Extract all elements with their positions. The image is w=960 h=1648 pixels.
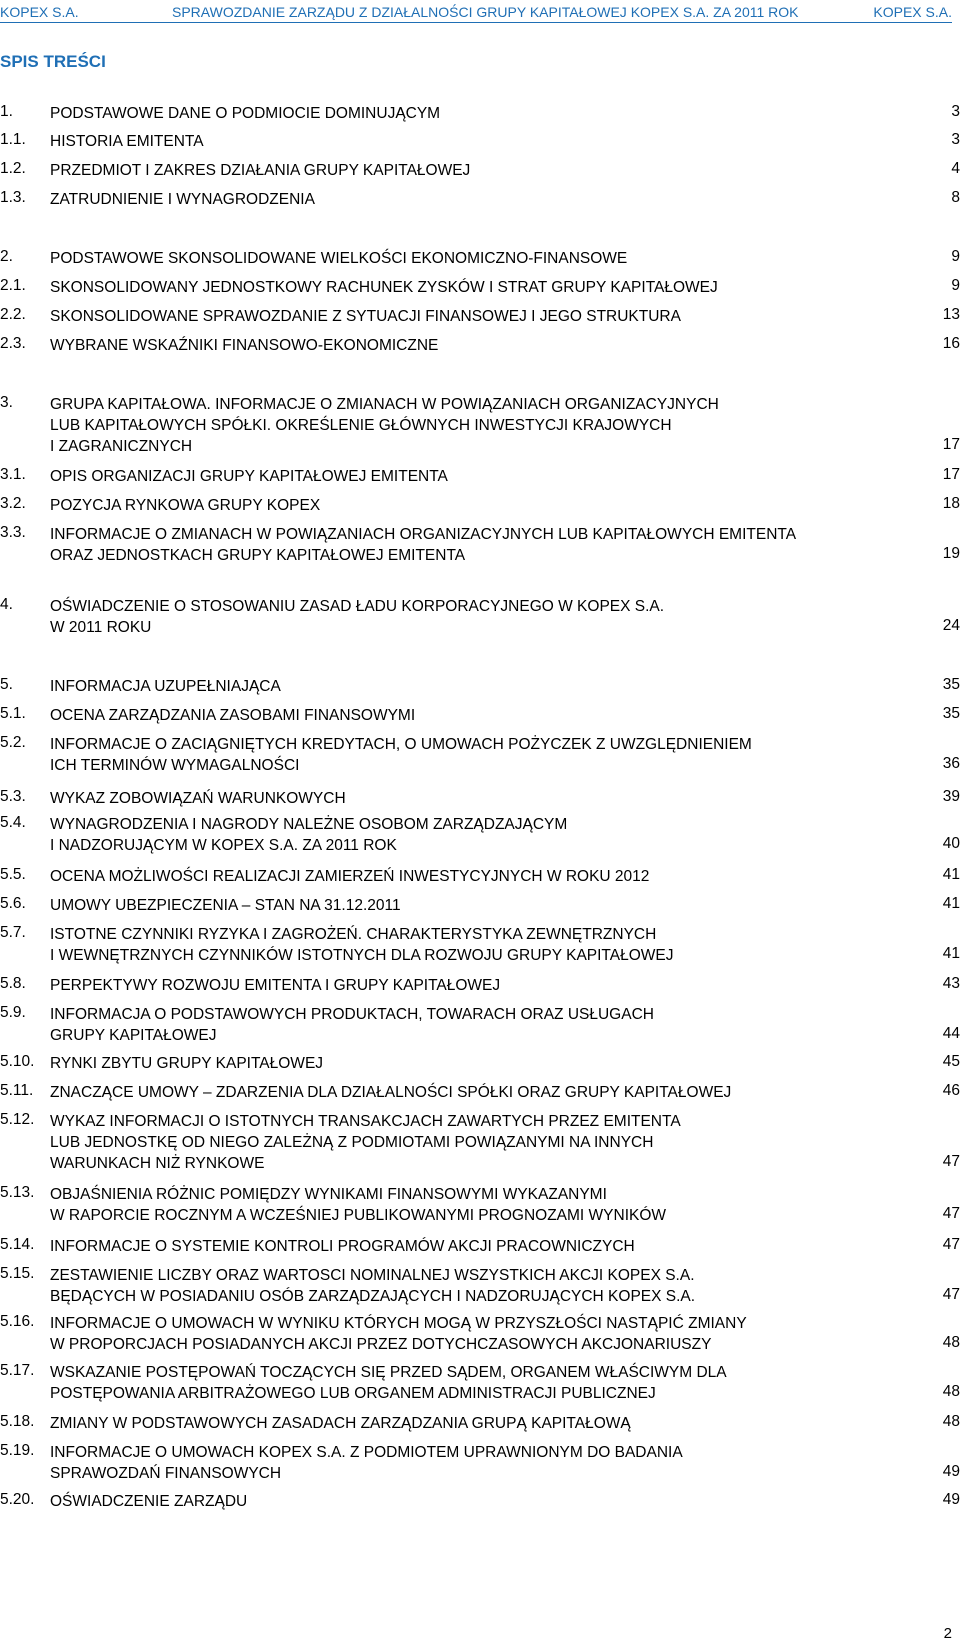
- toc-entry-text: [50, 466, 880, 487]
- toc-entry-line: GRUPY KAPITAŁOWEJ: [50, 1027, 217, 1044]
- toc-entry-line: OBJAŚNIENIA RÓŻNIC POMIĘDZY WYNIKAMI FINANSOWYMI WYKAZANYMI: [50, 1186, 607, 1203]
- toc-entry-line: PODSTAWOWE DANE O PODMIOCIE DOMINUJĄCYM: [50, 105, 441, 122]
- toc-entry-number: 5.7.: [0, 924, 26, 941]
- toc-entry-text: [50, 394, 880, 457]
- toc-entry-number: 5.11.: [0, 1082, 34, 1099]
- toc-entry-number: 5.12.: [0, 1111, 35, 1128]
- toc-entry-line: HISTORIA EMITENTA: [50, 133, 204, 150]
- toc-entry-line: SKONSOLIDOWANY JEDNOSTKOWY RACHUNEK ZYSKÓW I STRAT GRUPY KAPITAŁOWEJ: [50, 279, 718, 296]
- toc-entry-text: [50, 1442, 880, 1484]
- toc-entry-line: RYNKI ZBYTU GRUPY KAPITAŁOWEJ: [50, 1055, 324, 1072]
- toc-entry-number: 5.15.: [0, 1265, 35, 1282]
- toc-entry-page: 48: [942, 1413, 960, 1430]
- toc-entry-line: ZATRUDNIENIE I WYNAGRODZENIA: [50, 191, 315, 208]
- toc-entry-page: 16: [942, 335, 960, 352]
- toc-entry-line: INFORMACJA UZUPEŁNIAJĄCA: [50, 678, 281, 695]
- toc-entry-number: 5.20.: [0, 1491, 35, 1508]
- toc-entry-page: 46: [942, 1082, 960, 1099]
- toc-entry-page: 35: [942, 676, 960, 693]
- toc-entry-page: 39: [942, 788, 960, 805]
- toc-entry-text: [50, 277, 880, 298]
- toc-entry-line: W PROPORCJACH POSIADANYCH AKCJI PRZEZ DOTYCHCZASOWYCH AKCJONARIUSZY: [50, 1336, 712, 1353]
- toc-entry-text: [50, 1362, 880, 1404]
- toc-entry-line: ORAZ JEDNOSTKACH GRUPY KAPITAŁOWEJ EMITENTA: [50, 547, 466, 564]
- toc-entry-text: [50, 306, 880, 327]
- toc-entry-number: 5.: [0, 676, 13, 693]
- toc-entry-page: 19: [942, 545, 960, 562]
- toc-entry-text: [50, 248, 880, 269]
- toc-title: SPIS TREŚCI: [0, 52, 106, 71]
- toc-entry-line: OCENA MOŻLIWOŚCI REALIZACJI ZAMIERZEŃ INWESTYCYJNYCH W ROKU 2012: [50, 868, 650, 885]
- toc-entry-page: 49: [942, 1463, 960, 1480]
- toc-entry-number: 5.17.: [0, 1362, 35, 1379]
- toc-entry-page: 36: [942, 755, 960, 772]
- toc-entry-line: INFORMACJE O ZACIĄGNIĘTYCH KREDYTACH, O UMOWACH POŻYCZEK Z UWZGLĘDNIENIEM: [50, 736, 752, 753]
- toc-entry-page: 17: [942, 466, 960, 483]
- toc-entry-number: 4.: [0, 596, 13, 613]
- toc-entry-page: 48: [942, 1383, 960, 1400]
- toc-entry-line: WYBRANE WSKAŹNIKI FINANSOWO-EKONOMICZNE: [50, 337, 439, 354]
- toc-entry-page: 41: [942, 945, 960, 962]
- header-divider: [0, 22, 952, 23]
- page-header: [0, 0, 960, 22]
- toc-entry-number: 5.8.: [0, 975, 26, 992]
- toc-entry-text: [50, 814, 880, 856]
- toc-entry-text: [50, 103, 880, 124]
- toc-entry-text: [50, 1184, 880, 1226]
- toc-entry-page: 45: [942, 1053, 960, 1070]
- toc-entry-number: 5.9.: [0, 1004, 26, 1021]
- toc-entry-number: 3.3.: [0, 524, 26, 541]
- toc-entry-text: [50, 1082, 880, 1103]
- toc-entry-page: 49: [942, 1491, 960, 1508]
- toc-entry-line: ISTOTNE CZYNNIKI RYZYKA I ZAGROŻEŃ. CHARAKTERYSTYKA ZEWNĘTRZNYCH: [50, 926, 657, 943]
- toc-entry-line: OPIS ORGANIZACJI GRUPY KAPITAŁOWEJ EMITENTA: [50, 468, 448, 485]
- toc-entry-line: I WEWNĘTRZNYCH CZYNNIKÓW ISTOTNYCH DLA ROZWOJU GRUPY KAPITAŁOWEJ: [50, 947, 674, 964]
- toc-entry-number: 5.3.: [0, 788, 26, 805]
- toc-entry-number: 5.1.: [0, 705, 26, 722]
- toc-entry-line: ZNACZĄCE UMOWY – ZDARZENIA DLA DZIAŁALNOŚCI SPÓŁKI ORAZ GRUPY KAPITAŁOWEJ: [50, 1084, 732, 1101]
- toc-entry-number: 5.18.: [0, 1413, 35, 1430]
- toc-entry-number: 2.2.: [0, 306, 26, 323]
- toc-entry-number: 5.6.: [0, 895, 26, 912]
- toc-entry-line: PRZEDMIOT I ZAKRES DZIAŁANIA GRUPY KAPITAŁOWEJ: [50, 162, 471, 179]
- toc-entry-line: LUB JEDNOSTKĘ OD NIEGO ZALEŻNĄ Z PODMIOTAMI POWIĄZANYMI NA INNYCH: [50, 1134, 654, 1151]
- toc-entry-line: I NADZORUJĄCYM W KOPEX S.A. ZA 2011 ROK: [50, 837, 397, 854]
- toc-entry-page: 44: [942, 1025, 960, 1042]
- toc-entry-page: 48: [942, 1334, 960, 1351]
- toc-entry-page: 47: [942, 1153, 960, 1170]
- toc-entry-text: [50, 676, 880, 697]
- toc-entry-number: 5.10.: [0, 1053, 35, 1070]
- toc-entry-page: 4: [951, 160, 960, 177]
- toc-entry-page: 18: [942, 495, 960, 512]
- toc-entry-line: W RAPORCIE ROCZNYM A WCZEŚNIEJ PUBLIKOWANYMI PROGNOZAMI WYNIKÓW: [50, 1207, 667, 1224]
- toc-entry-number: 5.16.: [0, 1313, 35, 1330]
- toc-entry-page: 9: [951, 248, 960, 265]
- toc-entry-number: 5.19.: [0, 1442, 35, 1459]
- toc-entry-page: 41: [942, 866, 960, 883]
- toc-entry-line: WSKAZANIE POSTĘPOWAŃ TOCZĄCYCH SIĘ PRZED SĄDEM, ORGANEM WŁAŚCIWYM DLA: [50, 1364, 727, 1381]
- toc-entry-line: UMOWY UBEZPIECZENIA – STAN NA 31.12.2011: [50, 897, 401, 914]
- toc-entry-line: PERPEKTYWY ROZWOJU EMITENTA I GRUPY KAPITAŁOWEJ: [50, 977, 501, 994]
- toc-entry-page: 43: [942, 975, 960, 992]
- toc-entry-page: 13: [942, 306, 960, 323]
- toc-entry-page: 47: [942, 1236, 960, 1253]
- toc-entry-page: 24: [942, 617, 960, 634]
- toc-entry-number: 3.: [0, 394, 13, 411]
- toc-entry-page: 17: [942, 436, 960, 453]
- toc-entry-text: [50, 975, 880, 996]
- toc-entry-line: INFORMACJE O UMOWACH W WYNIKU KTÓRYCH MOGĄ W PRZYSZŁOŚCI NASTĄPIĆ ZMIANY: [50, 1315, 747, 1332]
- toc-entry-line: LUB KAPITAŁOWYCH SPÓŁKI. OKREŚLENIE GŁÓWNYCH INWESTYCJI KRAJOWYCH: [50, 417, 672, 434]
- toc-entry-text: [50, 1313, 880, 1355]
- toc-entry-line: SPRAWOZDAŃ FINANSOWYCH: [50, 1465, 282, 1482]
- toc-entry-text: [50, 335, 880, 356]
- toc-entry-line: OCENA ZARZĄDZANIA ZASOBAMI FINANSOWYMI: [50, 707, 416, 724]
- toc-entry-line: OŚWIADCZENIE O STOSOWANIU ZASAD ŁADU KORPORACYJNEGO W KOPEX S.A.: [50, 598, 665, 615]
- toc-entry-line: WYKAZ ZOBOWIĄZAŃ WARUNKOWYCH: [50, 790, 346, 807]
- toc-entry-text: [50, 160, 880, 181]
- toc-entry-number: 2.3.: [0, 335, 26, 352]
- toc-entry-line: INFORMACJE O SYSTEMIE KONTROLI PROGRAMÓW AKCJI PRACOWNICZYCH: [50, 1238, 635, 1255]
- page-number: 2: [943, 1625, 952, 1642]
- toc-entry-page: 3: [951, 103, 960, 120]
- toc-entry-text: [50, 1413, 880, 1434]
- toc-entry-line: PODSTAWOWE SKONSOLIDOWANE WIELKOŚCI EKONOMICZNO-FINANSOWE: [50, 250, 628, 267]
- toc-entry-line: GRUPA KAPITAŁOWA. INFORMACJE O ZMIANACH W POWIĄZANIACH ORGANIZACYJNYCH: [50, 396, 719, 413]
- toc-entry-text: [50, 895, 880, 916]
- toc-entry-line: OŚWIADCZENIE ZARZĄDU: [50, 1493, 248, 1510]
- toc-entry-number: 2.1.: [0, 277, 26, 294]
- toc-entry-text: [50, 1236, 880, 1257]
- toc-entry-line: I ZAGRANICZNYCH: [50, 438, 193, 455]
- toc-entry-page: 47: [942, 1286, 960, 1303]
- toc-entry-line: WYKAZ INFORMACJI O ISTOTNYCH TRANSAKCJACH ZAWARTYCH PRZEZ EMITENTA: [50, 1113, 681, 1130]
- toc-entry-number: 5.14.: [0, 1236, 35, 1253]
- toc-entry-line: BĘDĄCYCH W POSIADANIU OSÓB ZARZĄDZAJĄCYCH I NADZORUJĄCYCH KOPEX S.A.: [50, 1288, 696, 1305]
- toc-entry-line: SKONSOLIDOWANE SPRAWOZDANIE Z SYTUACJI FINANSOWEJ I JEGO STRUKTURA: [50, 308, 681, 325]
- toc-entry-text: [50, 1004, 880, 1046]
- toc-entry-number: 3.1.: [0, 466, 26, 483]
- toc-entry-number: 5.5.: [0, 866, 26, 883]
- toc-entry-page: 41: [942, 895, 960, 912]
- toc-entry-text: [50, 1053, 880, 1074]
- toc-entry-text: [50, 788, 880, 809]
- toc-entry-line: POZYCJA RYNKOWA GRUPY KOPEX: [50, 497, 321, 514]
- header-report-title: SPRAWOZDANIE ZARZĄDU Z DZIAŁALNOŚCI GRUPY KAPITAŁOWEJ KOPEX S.A. ZA 2011 ROK: [172, 4, 799, 20]
- toc-entry-line: INFORMACJE O ZMIANACH W POWIĄZANIACH ORGANIZACYJNYCH LUB KAPITAŁOWYCH EMITENTA: [50, 526, 797, 543]
- toc-entry-line: ICH TERMINÓW WYMAGALNOŚCI: [50, 757, 300, 774]
- toc-entry-line: POSTĘPOWANIA ARBITRAŻOWEGO LUB ORGANEM ADMINISTRACJI PUBLICZNEJ: [50, 1385, 656, 1402]
- toc-entry-text: [50, 495, 880, 516]
- toc-entry-number: 5.13.: [0, 1184, 35, 1201]
- toc-entry-page: 3: [951, 131, 960, 148]
- toc-entry-line: W 2011 ROKU: [50, 619, 152, 636]
- toc-entry-number: 5.2.: [0, 734, 26, 751]
- toc-entry-text: [50, 524, 880, 566]
- toc-entry-line: ZESTAWIENIE LICZBY ORAZ WARTOSCI NOMINALNEJ WSZYSTKICH AKCJI KOPEX S.A.: [50, 1267, 695, 1284]
- toc-entry-line: INFORMACJE O UMOWACH KOPEX S.A. Z PODMIOTEM UPRAWNIONYM DO BADANIA: [50, 1444, 683, 1461]
- toc-entry-text: [50, 734, 880, 776]
- toc-entry-number: 2.: [0, 248, 13, 265]
- toc-entry-line: WARUNKACH NIŻ RYNKOWE: [50, 1155, 265, 1172]
- toc-entry-number: 1.2.: [0, 160, 26, 177]
- toc-entry-line: WYNAGRODZENIA I NAGRODY NALEŻNE OSOBOM ZARZĄDZAJĄCYM: [50, 816, 568, 833]
- toc-entry-text: [50, 596, 880, 638]
- toc-entry-text: [50, 189, 880, 210]
- toc-entry-text: [50, 924, 880, 966]
- toc-entry-number: 5.4.: [0, 814, 26, 831]
- toc-entry-page: 35: [942, 705, 960, 722]
- header-company-right: KOPEX S.A.: [873, 4, 952, 20]
- toc-entry-number: 1.1.: [0, 131, 26, 148]
- toc-entry-page: 8: [951, 189, 960, 206]
- toc-entry-page: 47: [942, 1205, 960, 1222]
- toc-entry-number: 3.2.: [0, 495, 26, 512]
- toc-entry-text: [50, 1491, 880, 1512]
- toc-entry-number: 1.: [0, 103, 13, 120]
- toc-entry-number: 1.3.: [0, 189, 26, 206]
- header-company-left: KOPEX S.A.: [0, 4, 79, 20]
- toc-entry-text: [50, 705, 880, 726]
- toc-entry-text: [50, 1265, 880, 1307]
- toc-entry-text: [50, 1111, 880, 1174]
- toc-entry-page: 40: [942, 835, 960, 852]
- toc-entry-line: ZMIANY W PODSTAWOWYCH ZASADACH ZARZĄDZANIA GRUPĄ KAPITAŁOWĄ: [50, 1415, 631, 1432]
- toc-entry-line: INFORMACJA O PODSTAWOWYCH PRODUKTACH, TOWARACH ORAZ USŁUGACH: [50, 1006, 654, 1023]
- toc-entry-text: [50, 131, 880, 152]
- toc-entry-page: 9: [951, 277, 960, 294]
- toc-entry-text: [50, 866, 880, 887]
